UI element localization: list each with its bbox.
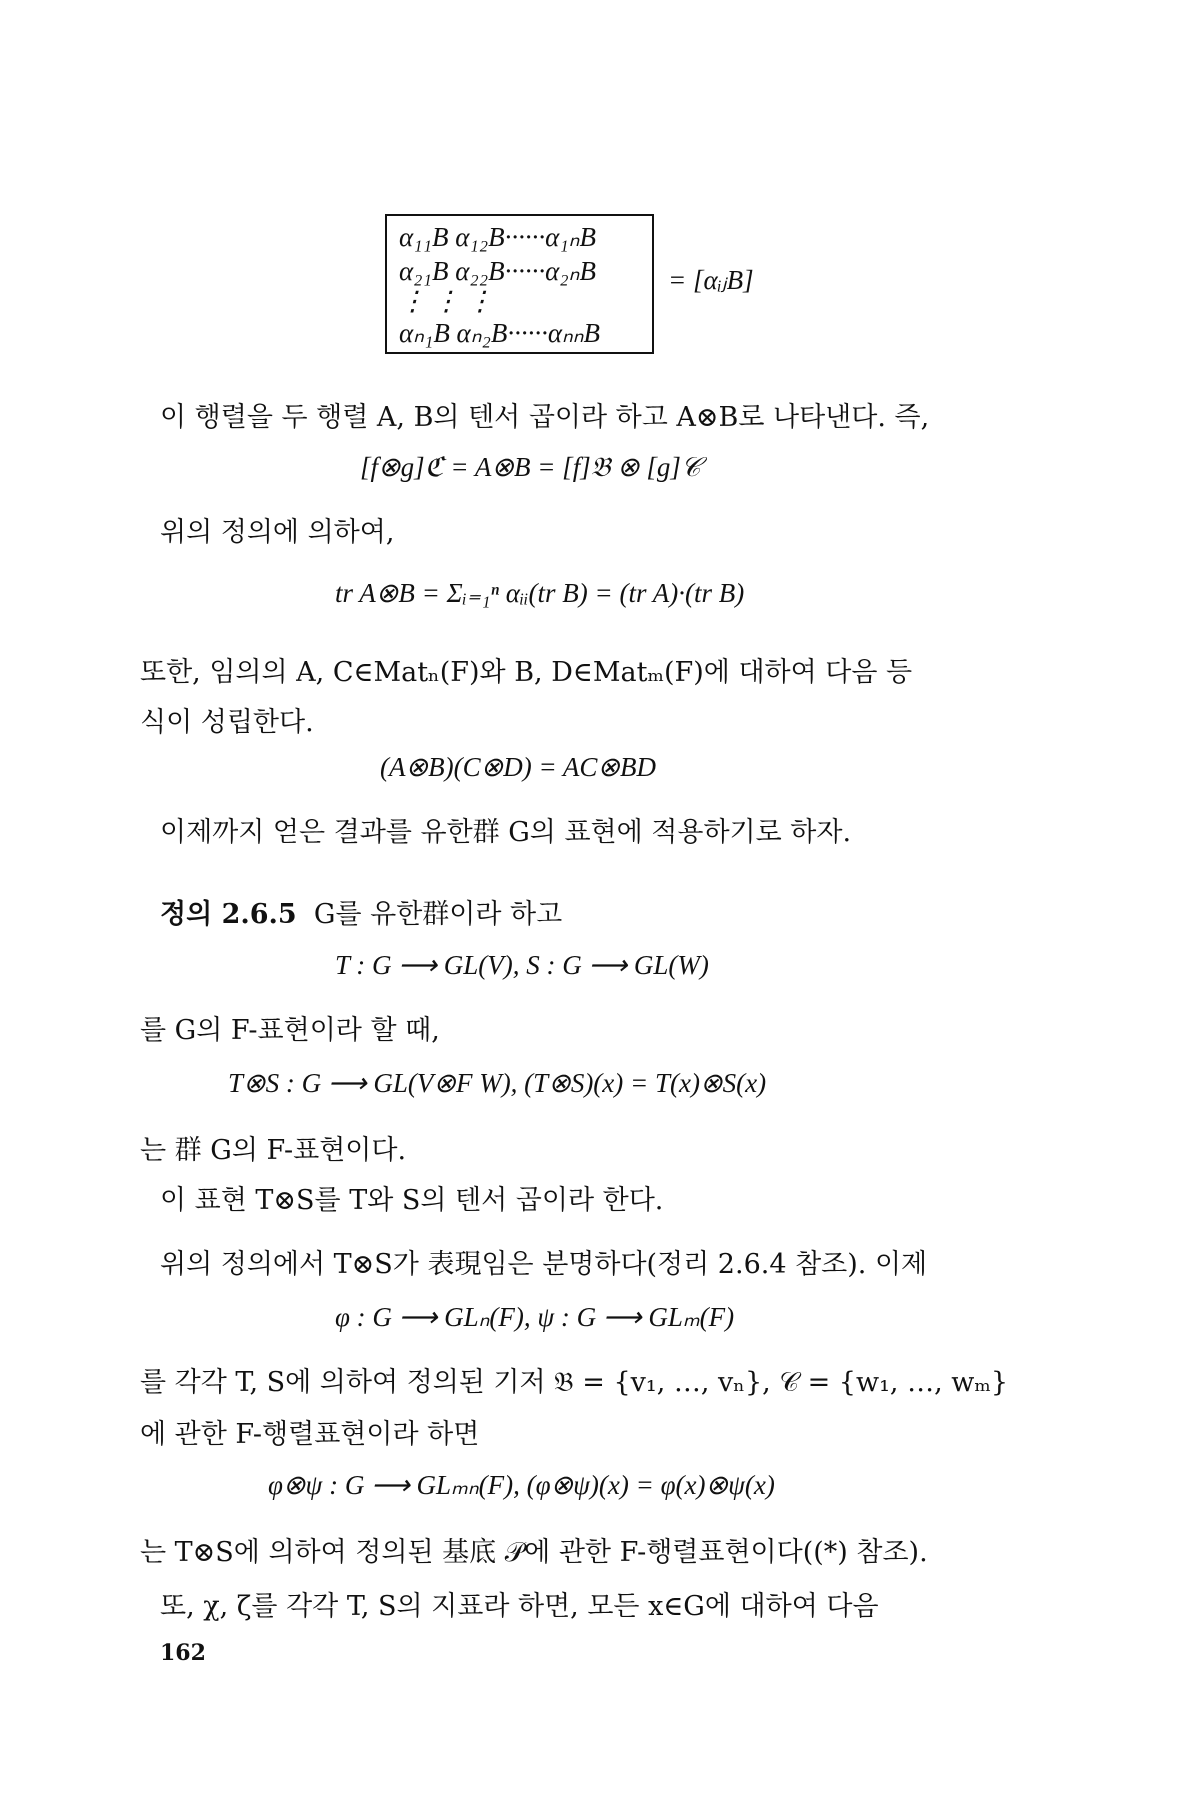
definition-text: G를 유한群이라 하고 — [313, 899, 563, 930]
text-line: 이 행렬을 두 행렬 A, B의 텐서 곱이라 하고 A⊗B로 나타낸다. 즉, — [160, 402, 930, 433]
equation-mixed-product: (A⊗B)(C⊗D) = AC⊗BD — [380, 752, 657, 782]
text-line: 를 각각 T, S에 의하여 정의된 기저 𝔅 = {v₁, …, vₙ}, 𝒞 = {w₁, …, wₘ} — [140, 1367, 1009, 1398]
text-line: 이제까지 얻은 결과를 유한群 G의 표현에 적용하기로 하자. — [160, 817, 852, 848]
text-line: 또, χ, ζ를 각각 T, S의 지표라 하면, 모든 x∈G에 대하여 다음 — [160, 1591, 879, 1622]
matrix-row-1: α₁₁B α₁₂B······α₁ₙB — [399, 222, 596, 252]
page-number: 162 — [160, 1640, 206, 1666]
text-line: 위의 정의에 의하여, — [160, 517, 395, 548]
matrix-row-2: α₂₁B α₂₂B······α₂ₙB — [399, 256, 596, 286]
block-matrix — [385, 214, 654, 354]
matrix-row-dots: ⋮ ⋮ ⋮ — [399, 286, 494, 316]
text-line: 를 G의 F-표현이라 할 때, — [140, 1015, 440, 1046]
equation-trace: tr A⊗B = Σᵢ₌₁ⁿ αᵢᵢ(tr B) = (tr A)·(tr B) — [335, 578, 745, 608]
definition-heading: 정의 2.6.5 — [160, 899, 297, 930]
text-line: 또한, 임의의 A, C∈Matₙ(F)와 B, D∈Matₘ(F)에 대하여 다음 등 — [140, 657, 913, 688]
equation-tensor-matrix: [f⊗g]ℭ = A⊗B = [f]𝔅 ⊗ [g]𝒞 — [360, 452, 701, 482]
definition-line — [160, 892, 562, 931]
matrix-rhs: = [αᵢⱼB] — [668, 265, 754, 295]
equation-matrix-tensor: φ⊗ψ : G ⟶ GLₘₙ(F), (φ⊗ψ)(x) = φ(x)⊗ψ(x) — [268, 1470, 775, 1500]
equation-matrix-representations: φ : G ⟶ GLₙ(F), ψ : G ⟶ GLₘ(F) — [335, 1302, 735, 1332]
equation-representations: T : G ⟶ GL(V), S : G ⟶ GL(W) — [335, 950, 709, 980]
text-line: 식이 성립한다. — [140, 707, 314, 738]
text-line: 위의 정의에서 T⊗S가 表現임은 분명하다(정리 2.6.4 참조). 이제 — [160, 1249, 928, 1280]
text-line: 는 T⊗S에 의하여 정의된 基底 𝒫에 관한 F-행렬표현이다((*) 참조). — [140, 1537, 928, 1568]
matrix-row-n: αₙ₁B αₙ₂B······αₙₙB — [399, 318, 601, 348]
text-line: 는 群 G의 F-표현이다. — [140, 1135, 407, 1166]
equation-tensor-representation: T⊗S : G ⟶ GL(V⊗F W), (T⊗S)(x) = T(x)⊗S(x) — [228, 1068, 767, 1098]
text-line: 에 관한 F-행렬표현이라 하면 — [140, 1419, 480, 1450]
text-line: 이 표현 T⊗S를 T와 S의 텐서 곱이라 한다. — [160, 1185, 664, 1216]
